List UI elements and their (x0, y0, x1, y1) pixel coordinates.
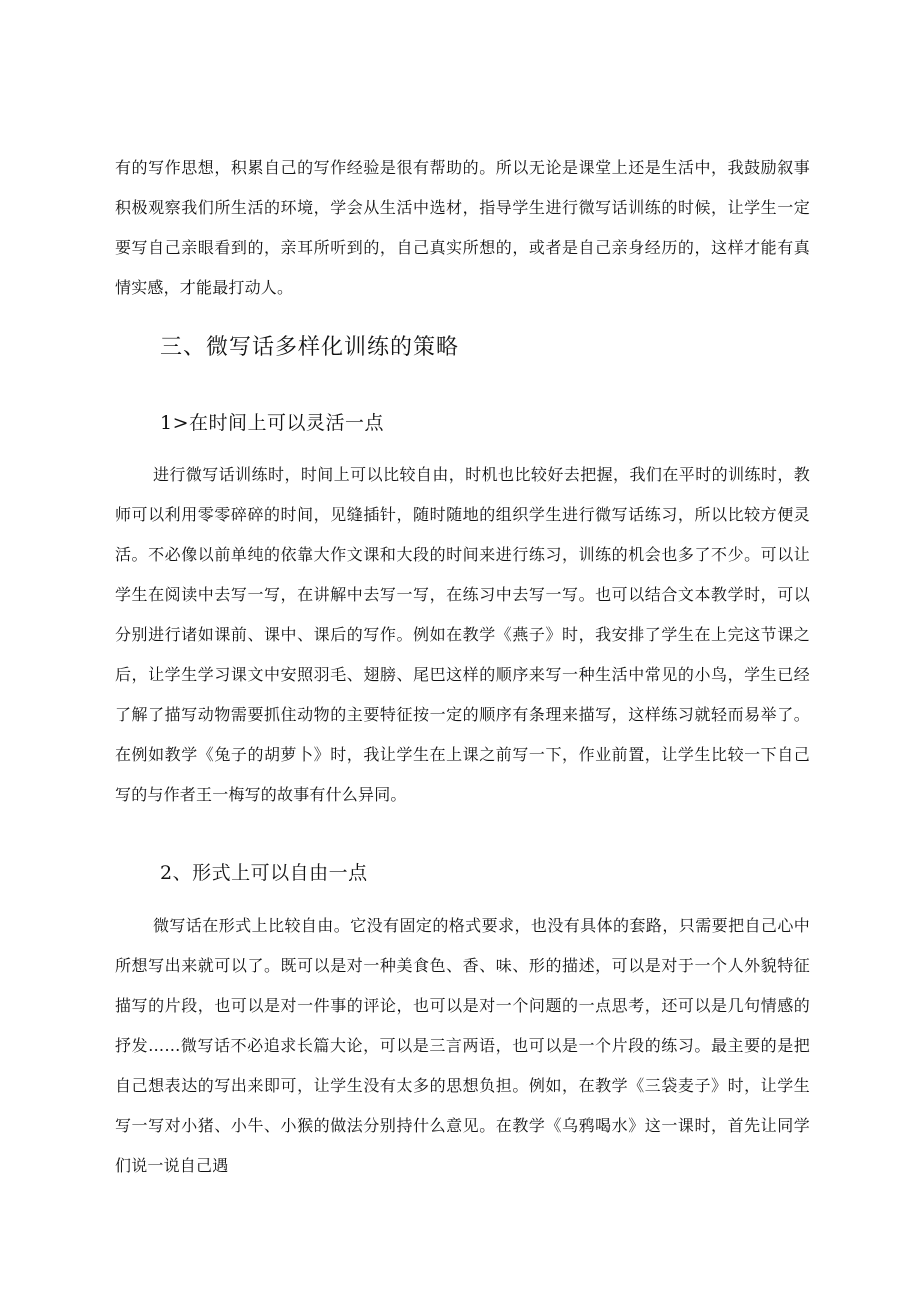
paragraph-writing-experience: 有的写作思想，积累自己的写作经验是很有帮助的。所以无论是课堂上还是生活中，我鼓励叙事积极观察我们所生活的环境，学会从生活中选材，指导学生进行微写话训练的时候，让学生一定要写自己亲眼看到的，亲耳所听到的，自己真实所想的，或者是自己亲身经历的，这样才能有真情实感，才能最打动人。 (115, 158, 810, 297)
paragraph-time-flexibility: 进行微写话训练时，时间上可以比较自由，时机也比较好去把握，我们在平时的训练时，教师可以利用零零碎碎的时间，见缝插针，随时随地的组织学生进行微写话练习，所以比较方便灵活。不必像以前单纯的依靠大作文课和大段的时间来进行练习，训练的机会也多了不少。可以让学生在阅读中去写一写，在讲解中去写一写，在练习中去写一写。也可以结合文本教学时，可以分别进行诸如课前、课中、课后的写作。例如在教学《燕子》时，我安排了学生在上完这节课之后，让学生学习课文中安照羽毛、翅膀、尾巴这样的顺序来写一种生活中常见的小鸟，学生已经了解了描写动物需要抓住动物的主要特征按一定的顺序有条理来描写，这样练习就轻而易举了。在例如教学《兔子的胡萝卜》时，我让学生在上课之前写一下，作业前置，让学生比较一下自己写的与作者王一梅写的故事有什么异同。 (115, 465, 810, 804)
paragraph-form-freedom: 微写话在形式上比较自由。它没有固定的格式要求，也没有具体的套路，只需要把自己心中所想写出来就可以了。既可以是对一种美食色、香、味、形的描述，可以是对于一个人外貌特征描写的片段，也可以是对一件事的评论，也可以是对一个问题的一点思考，还可以是几句情感的抒发……微写话不必追求长篇大论，可以是三言两语，也可以是一个片段的练习。最主要的是把自己想表达的写出来即可，让学生没有太多的思想负担。例如，在教学《三袋麦子》时，让学生写一写对小猪、小牛、小猴的做法分别持什么意见。在教学《乌鸦喝水》这一课时，首先让同学们说一说自己遇 (115, 916, 810, 1175)
section-heading-strategies: 三、微写话多样化训练的策略 (160, 335, 460, 360)
subheading-form-freedom: 2、形式上可以自由一点 (160, 862, 368, 884)
subheading-time-flexibility: 1>在时间上可以灵活一点 (160, 412, 385, 434)
